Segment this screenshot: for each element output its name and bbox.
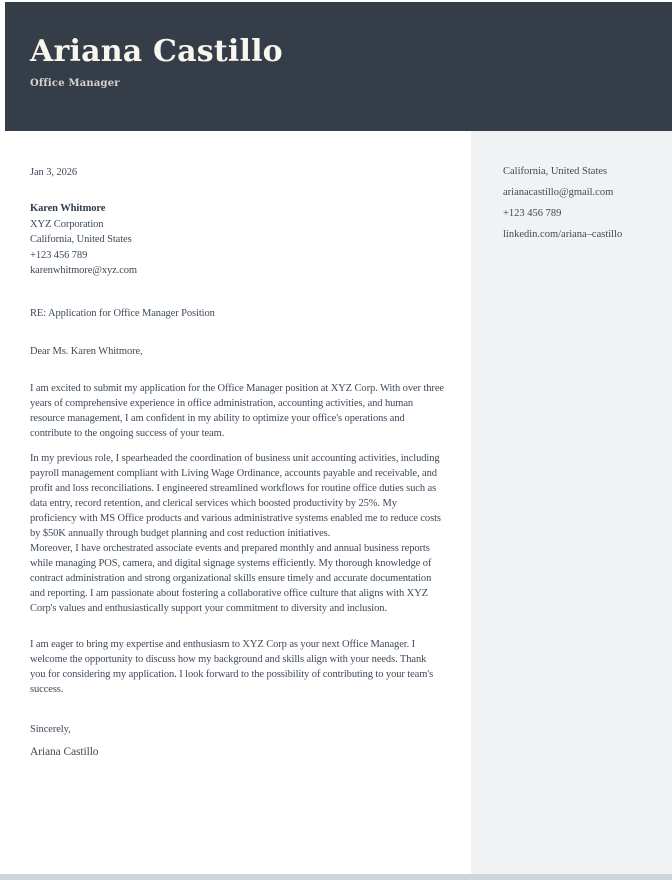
- recipient-block: [30, 201, 445, 279]
- sidebar-linkedin: linkedin.com/ariana–castillo: [503, 229, 623, 240]
- paragraph-intro: I am excited to submit my application for the Office Manager position at XYZ Corp. With over three years of comprehensive experience in office administration, accounting activities, and human resource management, I am confident in my ability to optimize your office's operations and contribute to the ongoing success of your team.: [30, 382, 444, 439]
- salutation: Dear Ms. Karen Whitmore,: [30, 345, 143, 357]
- applicant-job-title: Office Manager: [30, 78, 120, 89]
- recipient-phone: +123 456 789: [30, 249, 88, 261]
- recipient-company: XYZ Corporation: [30, 218, 104, 230]
- recipient-location: California, United States: [30, 234, 132, 245]
- contact-sidebar: [471, 131, 672, 874]
- subject-line: RE: Application for Office Manager Position: [30, 307, 215, 319]
- closing: Sincerely,: [30, 723, 71, 735]
- page-bottom-edge: [0, 874, 672, 880]
- recipient-email: karenwhitmore@xyz.com: [30, 265, 137, 276]
- recipient-name: Karen Whitmore: [30, 203, 106, 214]
- sidebar-email: arianacastillo@gmail.com: [503, 187, 614, 198]
- letter-body: [0, 131, 471, 874]
- letter-date: Jan 3, 2026: [30, 167, 78, 178]
- sidebar-location: California, United States: [503, 166, 608, 177]
- signature: Ariana Castillo: [30, 745, 99, 758]
- paragraph-closing: I am eager to bring my expertise and enthusiasm to XYZ Corp as your next Office Manager. I welcome the opportunity to discuss how my background and skills align with your needs. Thank you for considering my application. I look forward to the possibility of contributing to your team's success.: [30, 638, 434, 695]
- header-banner: [5, 2, 672, 131]
- paragraph-skills: Moreover, I have orchestrated associate events and prepared monthly and annual business reports while managing POS, camera, and digital signage systems efficiently. My thorough knowledge of contract administration and strong organizational skills ensure timely and accurate documentation and reporting. I am passionate about fostering a collaborative office culture that aligns with XYZ Corp's values and enthusiastically support your commitment to diversity and inclusion.: [30, 542, 432, 614]
- applicant-name: Ariana Castillo: [30, 34, 283, 69]
- paragraph-experience: In my previous role, I spearheaded the coordination of business unit accounting activities, including payroll management compliant with Living Wage Ordinance, accounts payable and receivable, and profit and loss reconciliations. I engineered streamlined workflows for routine office duties such as data entry, record retention, and clerical services which boosted productivity by 25%. My proficiency with MS Office products and various administrative systems enabled me to reduce costs by $50K annually through budget planning and cost reduction initiatives.: [30, 452, 441, 539]
- sidebar-phone: +123 456 789: [503, 208, 562, 219]
